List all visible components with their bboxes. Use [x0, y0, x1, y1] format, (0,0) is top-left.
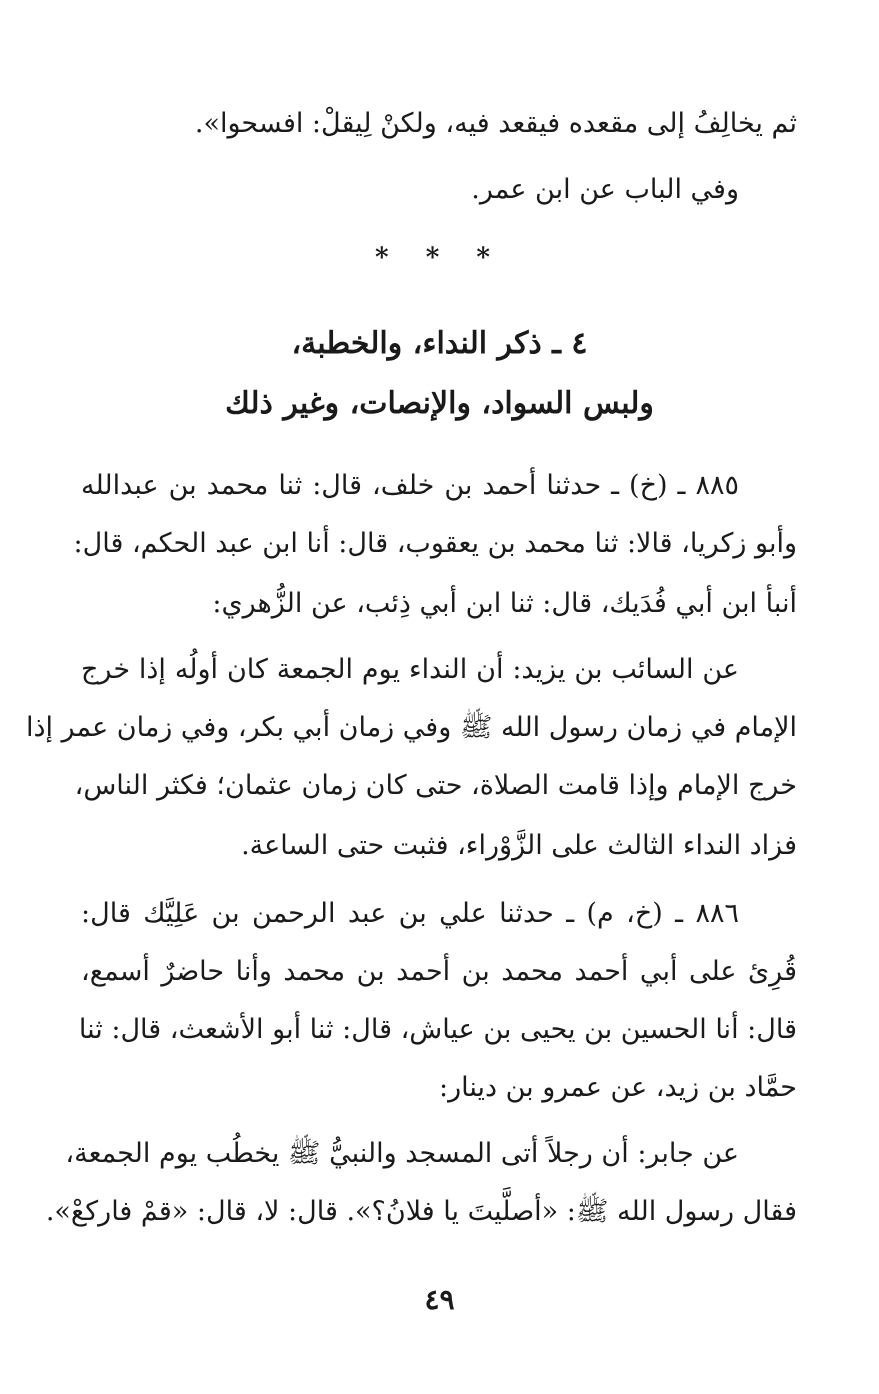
hadith-885-matn-line-3: خرج الإمام وإذا قامت الصلاة، حتى كان زمان عثمان؛ فكثر الناس،	[74, 770, 797, 801]
hadith-885-matn-line-4: فزاد النداء الثالث على الزَّوْراء، فثبت حتى الساعة.	[241, 830, 797, 861]
hadith-885-line-2: وأبو زكريا، قالا: ثنا محمد بن يعقوب، قال: أنا ابن عبد الحكم، قال:	[73, 528, 797, 559]
hadith-885-line-3: أنبأ ابن أبي فُدَيك، قال: ثنا ابن أبي ذِئب، عن الزُّهري:	[212, 588, 797, 619]
hadith-886-line-2: قُرِئ على أبي أحمد محمد بن أحمد بن محمد وأنا حاضرٌ أسمع،	[81, 956, 797, 987]
section-heading-line-2: ولبس السواد، والإنصات، وغير ذلك	[225, 386, 654, 421]
section-heading-line-1: ٤ ـ ذكر النداء، والخطبة،	[291, 326, 588, 361]
section-separator: * * *	[375, 243, 504, 273]
hadith-886-matn-line-2: فقال رسول الله ﷺ: «أصلَّيتَ يا فلانُ؟». قال: لا، قال: «قمْ فاركعْ».	[45, 1196, 797, 1227]
page-number: ٤٩	[424, 1283, 455, 1316]
hadith-886-matn-line-1: عن جابر: أن رجلاً أتى المسجد والنبيُّ ﷺ يخطُب يوم الجمعة،	[65, 1138, 739, 1169]
hadith-885-matn-line-2: الإمام في زمان رسول الله ﷺ وفي زمان أبي بكر، وفي زمان عمر إذا	[25, 712, 797, 743]
text-line-1: ثم يخالِفُ إلى مقعده فيقعد فيه، ولكنْ لِيقلْ: افسحوا».	[194, 108, 797, 139]
hadith-886-line-4: حمَّاد بن زيد، عن عمرو بن دينار:	[439, 1072, 797, 1103]
hadith-885-line-1: ٨٨٥ ـ (خ) ـ حدثنا أحمد بن خلف، قال: ثنا محمد بن عبدالله	[81, 470, 739, 501]
hadith-886-line-3: قال: أنا الحسين بن يحيى بن عياش، قال: ثنا أبو الأشعث، قال: ثنا	[78, 1014, 797, 1045]
hadith-886-line-1: ٨٨٦ ـ (خ، م) ـ حدثنا علي بن عبد الرحمن بن عَلِيَّك قال:	[81, 898, 739, 929]
text-line-2: وفي الباب عن ابن عمر.	[471, 174, 739, 205]
hadith-885-matn-line-1: عن السائب بن يزيد: أن النداء يوم الجمعة كان أولُه إذا خرج	[81, 654, 739, 685]
